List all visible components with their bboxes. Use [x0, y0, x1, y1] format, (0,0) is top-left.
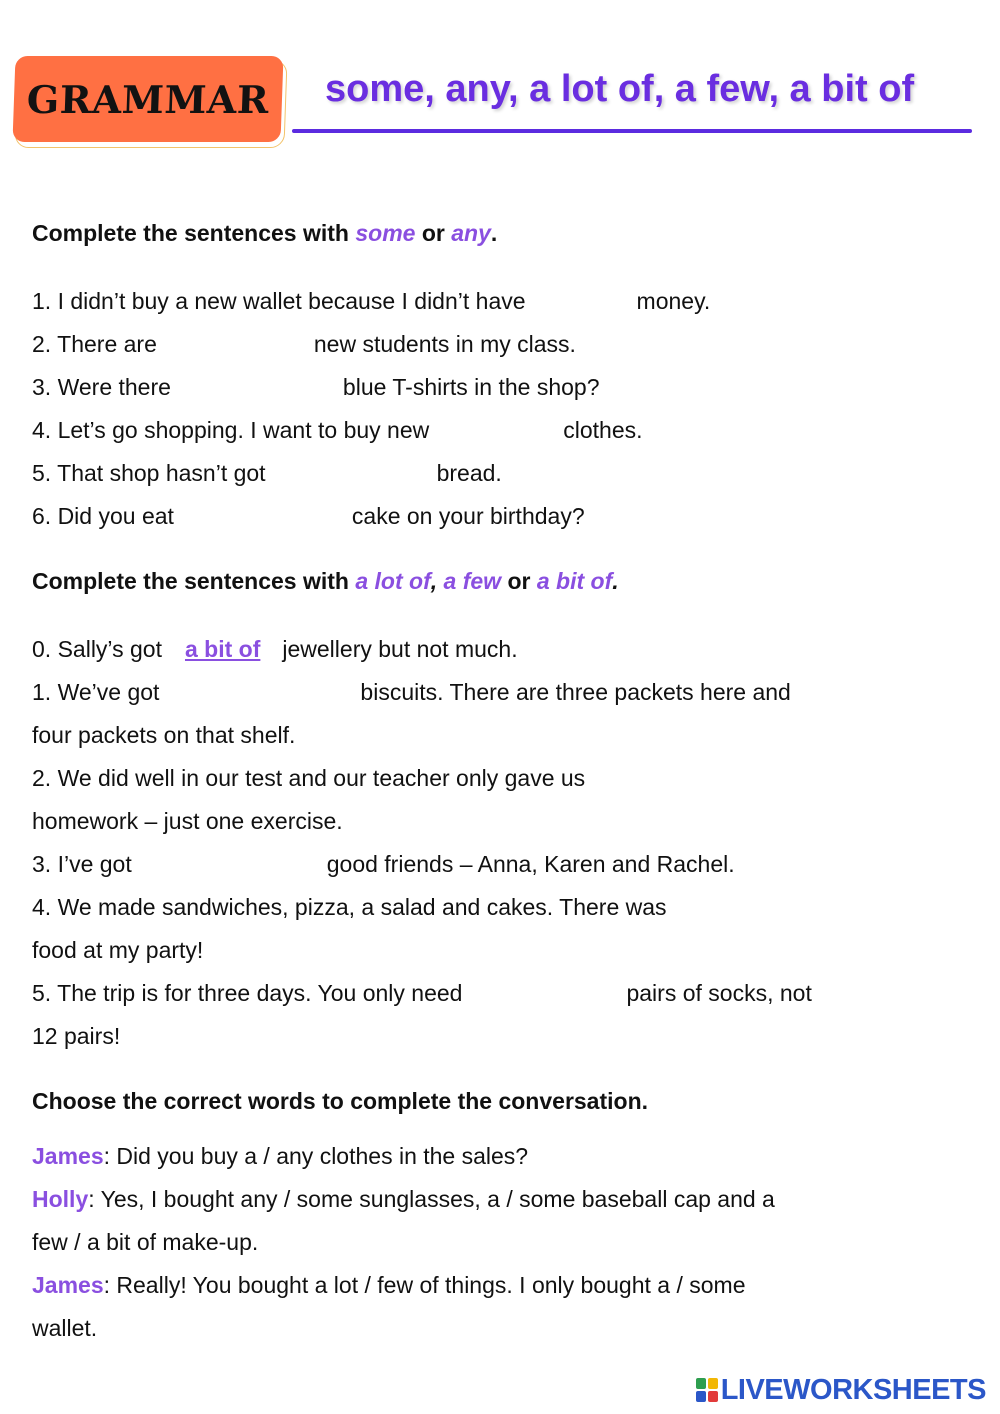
section3-instruction: Choose the correct words to complete the conversation.: [32, 1088, 649, 1114]
instruction-text: or: [415, 220, 452, 246]
sentence-text: biscuits. There are three packets here and: [360, 679, 791, 705]
sentence-text: 2. There are: [32, 331, 157, 357]
title-underline: [292, 129, 972, 133]
instruction-text: Complete the sentences with: [32, 220, 356, 246]
sentence-text: food at my party!: [32, 937, 204, 963]
sentence-text: new students in my class.: [313, 331, 576, 357]
liveworksheets-logo-icon: [696, 1378, 718, 1402]
sentence-text: four packets on that shelf.: [32, 722, 296, 748]
instruction-text: .: [612, 568, 619, 594]
speaker-name: James: [32, 1272, 104, 1298]
exercise-line: [32, 452, 502, 495]
sentence-text: 12 pairs!: [32, 1023, 121, 1049]
sentence-text: clothes.: [563, 417, 643, 443]
keyword-some: some: [355, 220, 416, 246]
dialogue-text[interactable]: few / a bit of make-up.: [32, 1229, 259, 1255]
example-answer: a bit of: [184, 636, 261, 662]
sentence-text: 3. Were there: [32, 374, 171, 400]
exercise-line: [32, 671, 791, 714]
exercise-line: [32, 886, 817, 929]
exercise-line: [32, 972, 812, 1015]
exercise-line: [32, 929, 203, 972]
exercise-line: [32, 714, 295, 757]
exercise-line: [32, 843, 735, 886]
dialogue-text[interactable]: : Really! You bought a lot / few of things. I only bought a / some: [103, 1272, 746, 1298]
sentence-text: 5. That shop hasn’t got: [32, 460, 266, 486]
exercise-line: [32, 1015, 120, 1058]
sentence-text: blue T-shirts in the shop?: [342, 374, 600, 400]
sentence-text: 2. We did well in our test and our teacher only gave us: [32, 765, 586, 791]
sentence-text: 5. The trip is for three days. You only need: [32, 980, 463, 1006]
dialogue-text[interactable]: : Did you buy a / any clothes in the sales?: [103, 1143, 529, 1169]
sentence-text: 1. I didn’t buy a new wallet because I didn’t have: [32, 288, 526, 314]
dialogue-line: [32, 1264, 745, 1307]
sentence-text: bread.: [436, 460, 502, 486]
example-line: [32, 628, 518, 671]
sentence-text: 0. Sally’s got: [32, 636, 162, 662]
sentence-text: 4. Let’s go shopping. I want to buy new: [32, 417, 430, 443]
instruction-text: ,: [430, 568, 444, 594]
instruction-text: Complete the sentences with: [32, 568, 356, 594]
dialogue-line: [32, 1135, 528, 1178]
sentence-text: pairs of socks, not: [626, 980, 812, 1006]
page-title: some, any, a lot of, a few, a bit of: [325, 68, 915, 110]
grammar-badge: [14, 56, 286, 148]
badge-face: [12, 56, 283, 142]
dialogue-text[interactable]: wallet.: [32, 1315, 98, 1341]
instruction-text: .: [490, 220, 498, 246]
dialogue-text[interactable]: : Yes, I bought any / some sunglasses, a / some baseball cap and a: [88, 1186, 775, 1212]
sentence-text: 3. I’ve got: [32, 851, 132, 877]
instruction-text: or: [501, 568, 537, 594]
sentence-text: jewellery but not much.: [282, 636, 518, 662]
dialogue-line: [32, 1307, 97, 1350]
exercise-line: [32, 495, 585, 538]
sentence-text: money.: [636, 288, 711, 314]
dialogue-line: [32, 1221, 258, 1264]
liveworksheets-logo: [696, 1374, 986, 1406]
badge-label: GRAMMAR: [26, 76, 270, 122]
keyword-any: any: [451, 220, 491, 246]
sentence-text: 4. We made sandwiches, pizza, a salad and cakes. There was: [32, 894, 667, 920]
dialogue-line: [32, 1178, 775, 1221]
keyword-a-few: a few: [443, 568, 502, 594]
exercise-line: [32, 409, 643, 452]
section1-instruction: [32, 212, 497, 255]
exercise-line: [32, 757, 785, 800]
exercise-line: [32, 323, 576, 366]
exercise-line: [32, 366, 599, 409]
speaker-name: Holly: [32, 1186, 89, 1212]
logo-text: LIVEWORKSHEETS: [720, 1373, 986, 1406]
sentence-text: cake on your birthday?: [351, 503, 585, 529]
sentence-text: good friends – Anna, Karen and Rachel.: [326, 851, 735, 877]
keyword-a-bit-of: a bit of: [536, 568, 613, 594]
sentence-text: 1. We’ve got: [32, 679, 160, 705]
exercise-line: [32, 280, 710, 323]
exercise-line: [32, 800, 343, 843]
sentence-text: 6. Did you eat: [32, 503, 174, 529]
speaker-name: James: [32, 1143, 104, 1169]
section2-instruction: [32, 560, 619, 603]
sentence-text: homework – just one exercise.: [32, 808, 343, 834]
keyword-a-lot-of: a lot of: [355, 568, 431, 594]
